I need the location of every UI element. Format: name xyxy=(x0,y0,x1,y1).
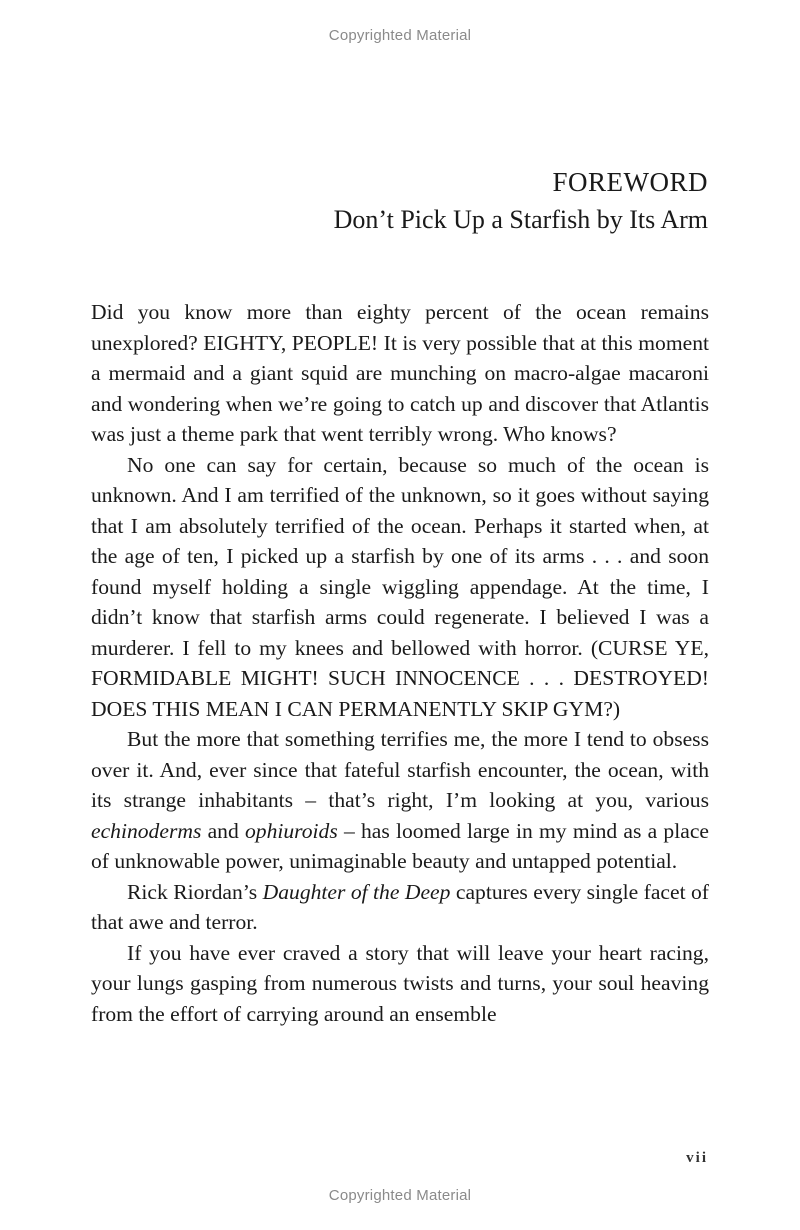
paragraph-3 xyxy=(91,724,709,877)
paragraph-4 xyxy=(91,877,709,938)
paragraph-4-italic-title: Daughter of the Deep xyxy=(262,879,451,904)
copyright-watermark-bottom: Copyrighted Material xyxy=(328,1187,472,1204)
chapter-label: FOREWORD xyxy=(552,167,708,197)
paragraph-1: Did you know more than eighty percent of the ocean remains unexplored? EIGHTY, PEOPLE! It is very possible that at this moment a mermaid and a giant squid are munching on macro-algae macaroni and wondering when we’re going to catch up and discover that Atlantis was just a theme park that went terribly wrong. Who knows? xyxy=(91,300,709,446)
paragraph-4-text-b: captures every single facet of that awe and terror. xyxy=(91,879,709,934)
paragraph-4-text-a: Rick Riordan’s xyxy=(127,879,263,904)
paragraph-3-text-a: But the more that something terrifies me, the more I tend to obsess over it. And, ever since that fateful starfish encounter, the ocean, with its strange inhabitants – that’s right, I’m looking at you, various xyxy=(91,727,709,812)
chapter-subtitle: Don’t Pick Up a Starfish by Its Arm xyxy=(333,205,708,234)
paragraph-3-text-c: – has loomed large in my mind as a place of unknowable power, unimaginable beauty and untapped potential. xyxy=(91,818,709,873)
paragraph-3-text-b: and xyxy=(201,818,245,843)
copyright-watermark-top: Copyrighted Material xyxy=(328,27,472,44)
paragraph-5: If you have ever craved a story that will leave your heart racing, your lungs gasping from numerous twists and turns, your soul heaving from the effort of carrying around an ensemble xyxy=(91,940,709,1026)
paragraph-3-italic-ophiuroids: ophiuroids xyxy=(244,818,338,843)
paragraph-3-italic-echinoderms: echinoderms xyxy=(91,818,202,843)
page-number: vii xyxy=(686,1150,708,1166)
paragraph-2: No one can say for certain, because so much of the ocean is unknown. And I am terrified of the unknown, so it goes without saying that I am absolutely terrified of the ocean. Perhaps it started when, at the age of ten, I picked up a starfish by one of its arms . . . and soon found myself holding a single wiggling appendage. At the time, I didn’t know that starfish arms could regenerate. I believed I was a murderer. I fell to my knees and bellowed with horror. (CURSE YE, FORMIDABLE MIGHT! SUCH INNOCENCE . . . DESTROYED! DOES THIS MEAN I CAN PERMANENTLY SKIP GYM?) xyxy=(91,452,709,721)
body-text xyxy=(91,297,709,1029)
